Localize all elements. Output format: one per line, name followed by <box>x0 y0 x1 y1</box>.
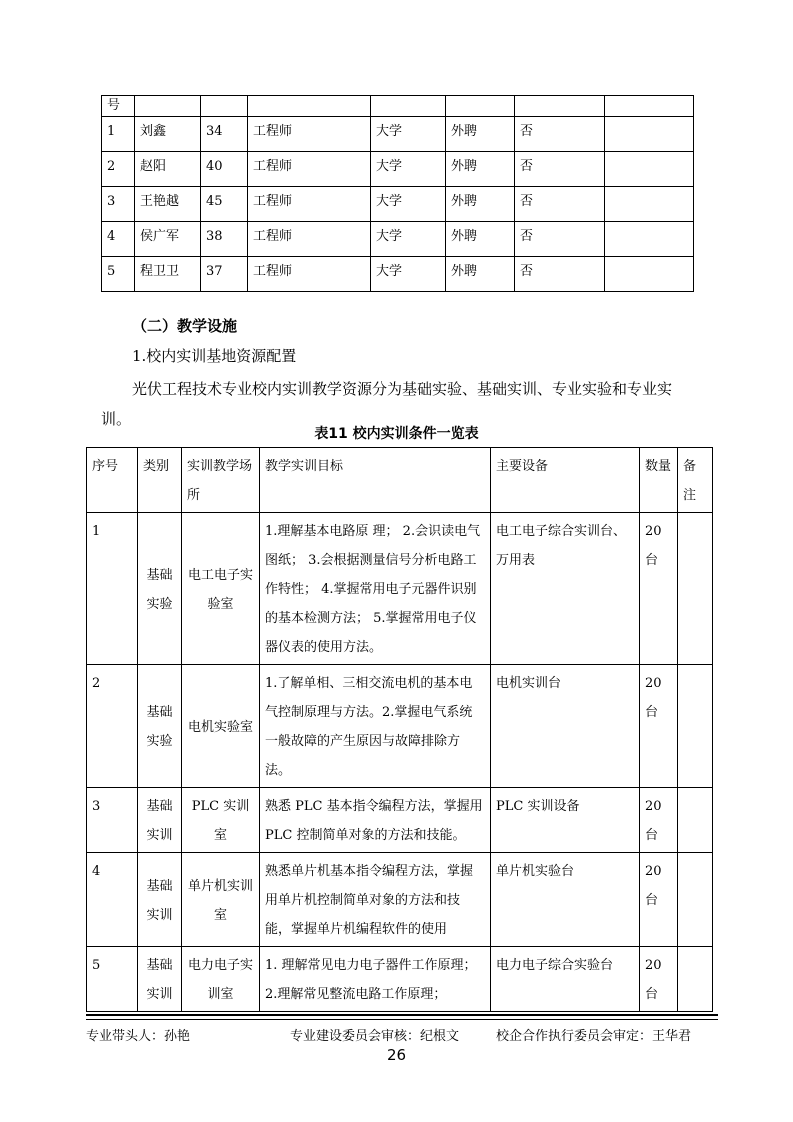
header-goal: 教学实训目标 <box>260 448 491 513</box>
cell-age: 34 <box>201 117 248 152</box>
table-row <box>87 947 713 1012</box>
cell-edu: 大学 <box>371 187 446 222</box>
cell-flag: 否 <box>515 117 605 152</box>
cell-goal: 1.了解单相、三相交流电机的基本电气控制原理与方法。2.掌握电气系统一般故障的产生原因与故障排除方法。 <box>260 665 491 788</box>
cell-edu: 大学 <box>371 117 446 152</box>
header-place: 实训教学场所 <box>182 448 260 513</box>
cell-note <box>678 513 713 665</box>
table-caption: 表11 校内实训条件一览表 <box>314 426 479 442</box>
cell-category: 基础实验 <box>138 665 182 788</box>
table-row <box>87 853 713 947</box>
cell-age: 37 <box>201 257 248 292</box>
cell-category: 基础实训 <box>138 788 182 853</box>
cell-age: 38 <box>201 222 248 257</box>
cell-quantity: 20台 <box>640 853 678 947</box>
cell-note <box>678 788 713 853</box>
footer-rule-thick <box>86 1014 718 1016</box>
cell-no: 5 <box>102 257 135 292</box>
cell-equipment: PLC 实训设备 <box>491 788 640 853</box>
footer-approve: 校企合作执行委员会审定：王华君 <box>496 1029 692 1044</box>
cell-title: 工程师 <box>248 152 371 187</box>
cell-place: 单片机实训室 <box>182 853 260 947</box>
cell-name: 程卫卫 <box>135 257 201 292</box>
cell-quantity: 20台 <box>640 947 678 1012</box>
cell-equipment: 电力电子综合实验台 <box>491 947 640 1012</box>
cell-name: 赵阳 <box>135 152 201 187</box>
header-note: 备注 <box>678 448 713 513</box>
cell-no: 4 <box>102 222 135 257</box>
cell-note <box>678 665 713 788</box>
cell-type: 外聘 <box>446 152 515 187</box>
footer-leader: 专业带头人：孙艳 <box>86 1029 191 1044</box>
cell-title: 工程师 <box>248 117 371 152</box>
header-equipment: 主要设备 <box>491 448 640 513</box>
cell-edu: 大学 <box>371 152 446 187</box>
cell-no: 2 <box>87 665 138 788</box>
cell-equipment: 电工电子综合实训台、万用表 <box>491 513 640 665</box>
footer-review: 专业建设委员会审核：纪根文 <box>290 1029 460 1044</box>
section-heading: （二）教学设施 <box>132 317 238 335</box>
header-no: 序号 <box>87 448 138 513</box>
table-row <box>102 187 694 222</box>
cell-place: PLC 实训室 <box>182 788 260 853</box>
cell-place: 电力电子实训室 <box>182 947 260 1012</box>
cell-goal: 熟悉 PLC 基本指令编程方法，掌握用 PLC 控制简单对象的方法和技能。 <box>260 788 491 853</box>
cell-category: 基础实验 <box>138 513 182 665</box>
table-row <box>87 665 713 788</box>
cell-edu: 大学 <box>371 257 446 292</box>
cell-type: 外聘 <box>446 257 515 292</box>
table-row <box>102 257 694 292</box>
page-number: 26 <box>386 1046 407 1064</box>
cell-quantity: 20台 <box>640 665 678 788</box>
table-row <box>102 152 694 187</box>
table-row <box>87 513 713 665</box>
cell-no: 4 <box>87 853 138 947</box>
cell-name: 侯广军 <box>135 222 201 257</box>
cell-title: 工程师 <box>248 257 371 292</box>
cell-goal: 1.理解基本电路原 理； 2.会识读电气图纸； 3.会根据测量信号分析电路工作特性； 4.掌握常用电子元器件识别的基本检测方法； 5.掌握常用电子仪器仪表的使用方法。 <box>260 513 491 665</box>
cell-flag: 否 <box>515 257 605 292</box>
table-row <box>87 788 713 853</box>
cell-goal: 熟悉单片机基本指令编程方法，掌握用单片机控制简单对象的方法和技能，掌握单片机编程软件的使用 <box>260 853 491 947</box>
cell-place: 电机实验室 <box>182 665 260 788</box>
cell-edu: 大学 <box>371 222 446 257</box>
footer-rule-thin <box>86 1019 718 1020</box>
cell-place: 电工电子实验室 <box>182 513 260 665</box>
facilities-table <box>86 447 713 1012</box>
cell-category: 基础实训 <box>138 853 182 947</box>
table-header-row <box>87 448 713 513</box>
cell-goal: 1. 理解常见电力电子器件工作原理； 2.理解常见整流电路工作原理； <box>260 947 491 1012</box>
cell-equipment: 电机实训台 <box>491 665 640 788</box>
cell-no: 1 <box>87 513 138 665</box>
cell-flag: 否 <box>515 152 605 187</box>
cell-type: 外聘 <box>446 222 515 257</box>
cell-no: 3 <box>87 788 138 853</box>
cell-flag: 否 <box>515 187 605 222</box>
table-row <box>102 222 694 257</box>
cell-type: 外聘 <box>446 117 515 152</box>
header-cell: 号 <box>102 96 135 117</box>
cell-equipment: 单片机实验台 <box>491 853 640 947</box>
cell-title: 工程师 <box>248 187 371 222</box>
subsection-title: 1.校内实训基地资源配置 <box>132 347 297 365</box>
cell-no: 2 <box>102 152 135 187</box>
table-row <box>102 96 694 117</box>
cell-quantity: 20台 <box>640 513 678 665</box>
header-quantity: 数量 <box>640 448 678 513</box>
table-row <box>102 117 694 152</box>
cell-category: 基础实训 <box>138 947 182 1012</box>
cell-age: 45 <box>201 187 248 222</box>
cell-type: 外聘 <box>446 187 515 222</box>
cell-note <box>678 853 713 947</box>
cell-no: 3 <box>102 187 135 222</box>
intro-paragraph: 光伏工程技术专业校内实训教学资源分为基础实验、基础实训、专业实验和专业实训。 <box>101 380 673 428</box>
cell-note <box>678 947 713 1012</box>
header-category: 类别 <box>138 448 182 513</box>
cell-name: 王艳越 <box>135 187 201 222</box>
cell-name: 刘鑫 <box>135 117 201 152</box>
staff-table <box>101 95 694 292</box>
cell-quantity: 20台 <box>640 788 678 853</box>
cell-age: 40 <box>201 152 248 187</box>
cell-flag: 否 <box>515 222 605 257</box>
cell-title: 工程师 <box>248 222 371 257</box>
cell-no: 5 <box>87 947 138 1012</box>
cell-no: 1 <box>102 117 135 152</box>
